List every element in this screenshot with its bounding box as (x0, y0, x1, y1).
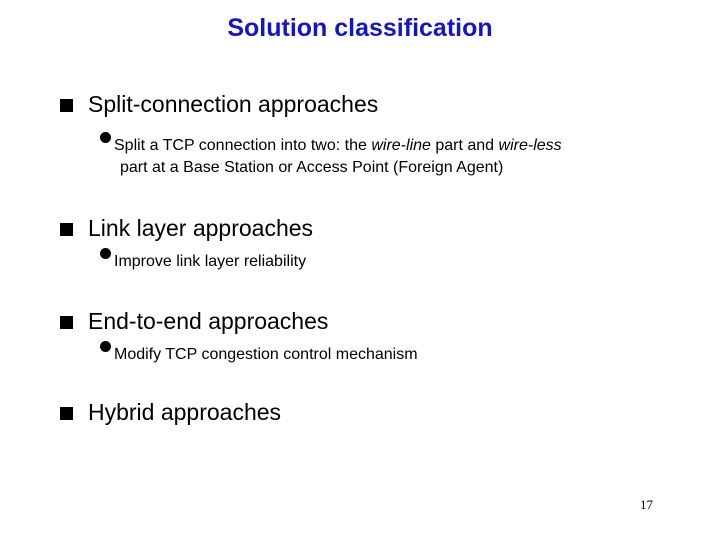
slide-title: Solution classification (227, 14, 493, 42)
round-bullet-icon (100, 248, 111, 259)
sub-bullet-emphasis: wire-less (498, 137, 562, 154)
square-bullet-icon (60, 407, 73, 420)
square-bullet-icon (60, 99, 73, 112)
sub-bullet-text: Split a TCP connection into two: the (114, 137, 372, 154)
bullet-label: Split-connection approaches (88, 91, 379, 117)
sub-bullet-text: part at a Base Station or Access Point (Foreign Agent) (120, 159, 504, 176)
round-bullet-icon (100, 341, 111, 352)
sub-bullet-link-layer (100, 248, 700, 273)
bullet-link-layer (60, 214, 313, 242)
sub-bullet-end-to-end (100, 341, 700, 366)
page-number: 17 (640, 497, 653, 512)
sub-bullet-text: Improve link layer reliability (114, 253, 307, 270)
bullet-end-to-end (60, 307, 328, 335)
sub-bullet-emphasis: wire-line (371, 137, 431, 154)
bullet-label: End-to-end approaches (88, 308, 329, 334)
sub-bullet-split-connection (100, 132, 700, 179)
bullet-label: Link layer approaches (88, 215, 314, 241)
square-bullet-icon (60, 316, 73, 329)
square-bullet-icon (60, 223, 73, 236)
bullet-label: Hybrid approaches (88, 399, 282, 425)
bullet-split-connection (60, 90, 378, 118)
round-bullet-icon (100, 132, 111, 143)
bullet-hybrid (60, 398, 281, 426)
sub-bullet-text: part and (430, 137, 499, 154)
sub-bullet-text: Modify TCP congestion control mechanism (114, 346, 418, 363)
